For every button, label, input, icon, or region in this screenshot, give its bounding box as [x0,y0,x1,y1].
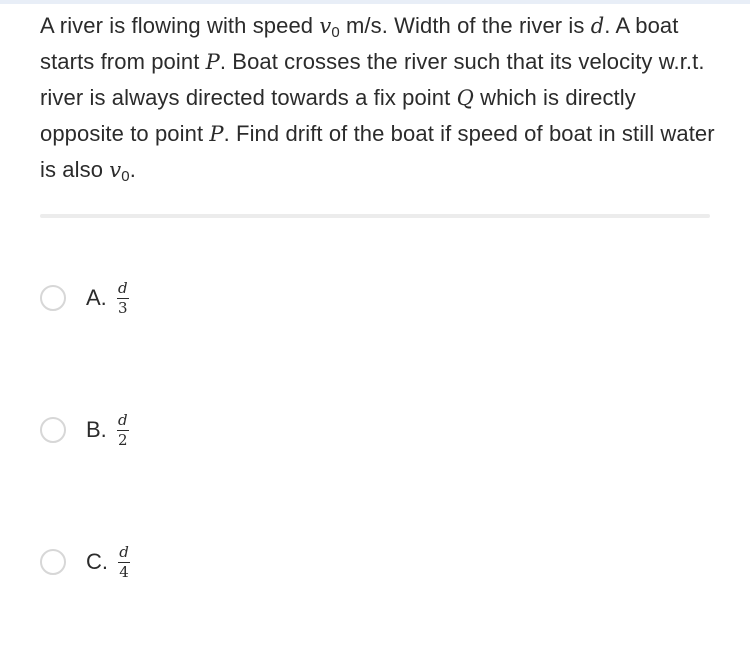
option-a-label: A. [86,285,107,310]
option-b-numerator: d [117,411,128,429]
option-c-radio[interactable] [40,549,66,575]
option-b-fraction [117,412,129,448]
question-text: A river is flowing with speed $v_0$ m/s. Width of the river is d. A boat starts from point P. Boat crosses the river such that its velocity w.r.t. river is always directed towards a fix point Q which is directly opposite to point P. Find drift of the boat if speed of boat in still water is also $v_0$. [40,13,715,185]
divider [40,214,710,218]
option-a-radio[interactable] [40,285,66,311]
option-c-numerator: d [119,543,129,561]
option-b-denominator: 2 [118,431,128,449]
option-a-numerator: d [117,279,128,297]
option-a-fraction [117,280,129,316]
option-c-denominator: 4 [119,563,129,581]
option-b[interactable] [40,410,340,450]
option-b-label: B. [86,417,107,442]
top-strip [0,0,750,4]
option-c-fraction [118,544,130,580]
option-a[interactable] [40,278,340,318]
option-c-label: C. [86,549,108,574]
option-b-radio[interactable] [40,417,66,443]
option-a-denominator: 3 [118,299,128,317]
option-c[interactable] [40,542,340,582]
